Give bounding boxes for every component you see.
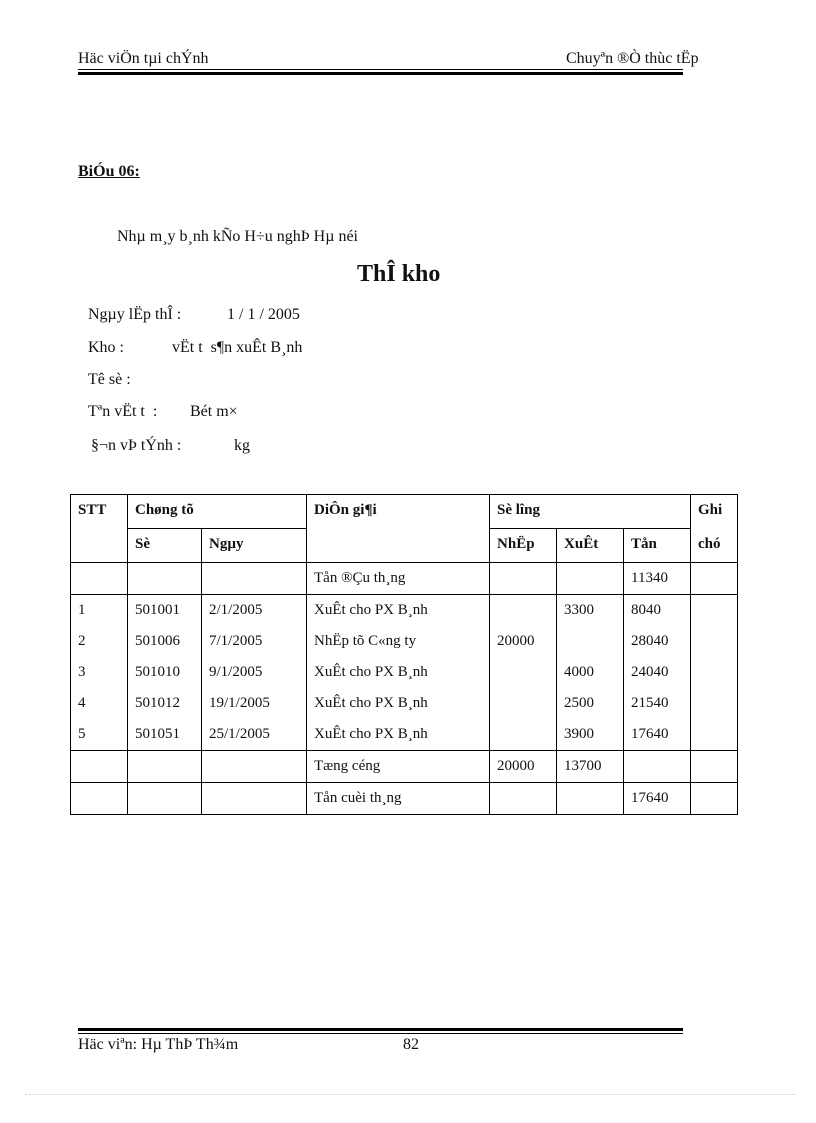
table-row (71, 719, 738, 751)
total-row (71, 751, 738, 783)
row-ngay: 2/1/2005 (202, 595, 307, 627)
field-don-vi-label: §¬n vÞ tÝnh : (91, 437, 182, 454)
bieu-label: BiÓu 06: (78, 163, 140, 180)
row-ton: 21540 (624, 688, 691, 719)
row-ngay: 25/1/2005 (202, 719, 307, 751)
company-name: Nhµ m¸y b¸nh kÑo H÷u nghÞ Hµ néi (117, 228, 358, 245)
row-ton: 24040 (624, 657, 691, 688)
row-stt: 4 (71, 688, 128, 719)
row-ton: 17640 (624, 719, 691, 751)
row-ngay: 19/1/2005 (202, 688, 307, 719)
field-ngay-lap-label: Ngµy lËp thÎ : (88, 306, 182, 323)
field-ngay-lap-value: 1 / 1 / 2005 (227, 306, 300, 323)
row-nhap (490, 657, 557, 688)
header-nhap: NhËp (490, 529, 557, 563)
table-row (71, 657, 738, 688)
row-xuat: 4000 (557, 657, 624, 688)
row-ngay: 9/1/2005 (202, 657, 307, 688)
footer-student: Häc viªn: Hµ ThÞ Th¾m (78, 1036, 239, 1053)
table-row (71, 626, 738, 657)
header-ngay: Ngµy (202, 529, 307, 563)
row-xuat: 3900 (557, 719, 624, 751)
field-to-so-label: Tê sè : (88, 371, 131, 388)
row-so: 501051 (128, 719, 202, 751)
header-rule-thick (78, 72, 683, 75)
footer-rule-thin (78, 1033, 683, 1034)
row-desc: XuÊt cho PX B¸nh (307, 688, 490, 719)
header-chung-tu: Chøng tõ (128, 495, 307, 529)
row-nhap (490, 719, 557, 751)
row-xuat (557, 626, 624, 657)
table-row (71, 688, 738, 719)
header-right: Chuyªn ®Ò thùc tËp (566, 50, 699, 67)
row-stt: 3 (71, 657, 128, 688)
closing-balance-row (71, 783, 738, 815)
row-stt: 5 (71, 719, 128, 751)
row-xuat: 3300 (557, 595, 624, 627)
header-dien-giai: DiÔn gi¶i (307, 495, 490, 529)
total-xuat: 13700 (557, 751, 624, 783)
row-nhap: 20000 (490, 626, 557, 657)
row-stt: 2 (71, 626, 128, 657)
page-edge-dots (25, 1094, 795, 1095)
row-xuat: 2500 (557, 688, 624, 719)
header-ghi-chu-1: Ghi (691, 495, 738, 529)
footer-rule-thick (78, 1028, 683, 1031)
opening-balance-row (71, 563, 738, 595)
field-ten-vat-tu-label: Tªn vËt t : (88, 403, 158, 420)
document-title: ThÎ kho (357, 261, 441, 287)
field-kho-value: vËt t s¶n xuÊt B¸nh (172, 339, 303, 356)
row-ngay: 7/1/2005 (202, 626, 307, 657)
closing-desc: Tån cuèi th¸ng (307, 783, 490, 815)
row-desc: XuÊt cho PX B¸nh (307, 719, 490, 751)
header-rule-thin (78, 69, 683, 70)
field-kho-label: Kho : (88, 339, 124, 356)
row-ton: 8040 (624, 595, 691, 627)
header-xuat: XuÊt (557, 529, 624, 563)
table-row (71, 595, 738, 627)
row-ton: 28040 (624, 626, 691, 657)
row-so: 501001 (128, 595, 202, 627)
row-desc: XuÊt cho PX B¸nh (307, 595, 490, 627)
row-stt: 1 (71, 595, 128, 627)
header-so-luong: Sè lîng (490, 495, 691, 529)
row-nhap (490, 688, 557, 719)
field-don-vi-value: kg (234, 437, 250, 454)
row-nhap (490, 595, 557, 627)
row-so: 501010 (128, 657, 202, 688)
opening-ton: 11340 (624, 563, 691, 595)
row-desc: NhËp tõ C«ng ty (307, 626, 490, 657)
header-so: Sè (128, 529, 202, 563)
total-desc: Tæng céng (307, 751, 490, 783)
row-desc: XuÊt cho PX B¸nh (307, 657, 490, 688)
table-header-row-2 (71, 529, 738, 563)
row-so: 501006 (128, 626, 202, 657)
page-number: 82 (403, 1036, 419, 1053)
opening-desc: Tån ®Çu th¸ng (307, 563, 490, 595)
row-so: 501012 (128, 688, 202, 719)
table-header-row-1 (71, 495, 738, 529)
closing-ton: 17640 (624, 783, 691, 815)
header-left: Häc viÖn tµi chÝnh (78, 50, 209, 67)
header-ghi-chu-2: chó (691, 529, 738, 563)
field-ten-vat-tu-value: Bét m× (190, 403, 238, 420)
header-stt: STT (71, 495, 128, 529)
header-ton: Tån (624, 529, 691, 563)
total-nhap: 20000 (490, 751, 557, 783)
inventory-card-table (70, 494, 738, 815)
